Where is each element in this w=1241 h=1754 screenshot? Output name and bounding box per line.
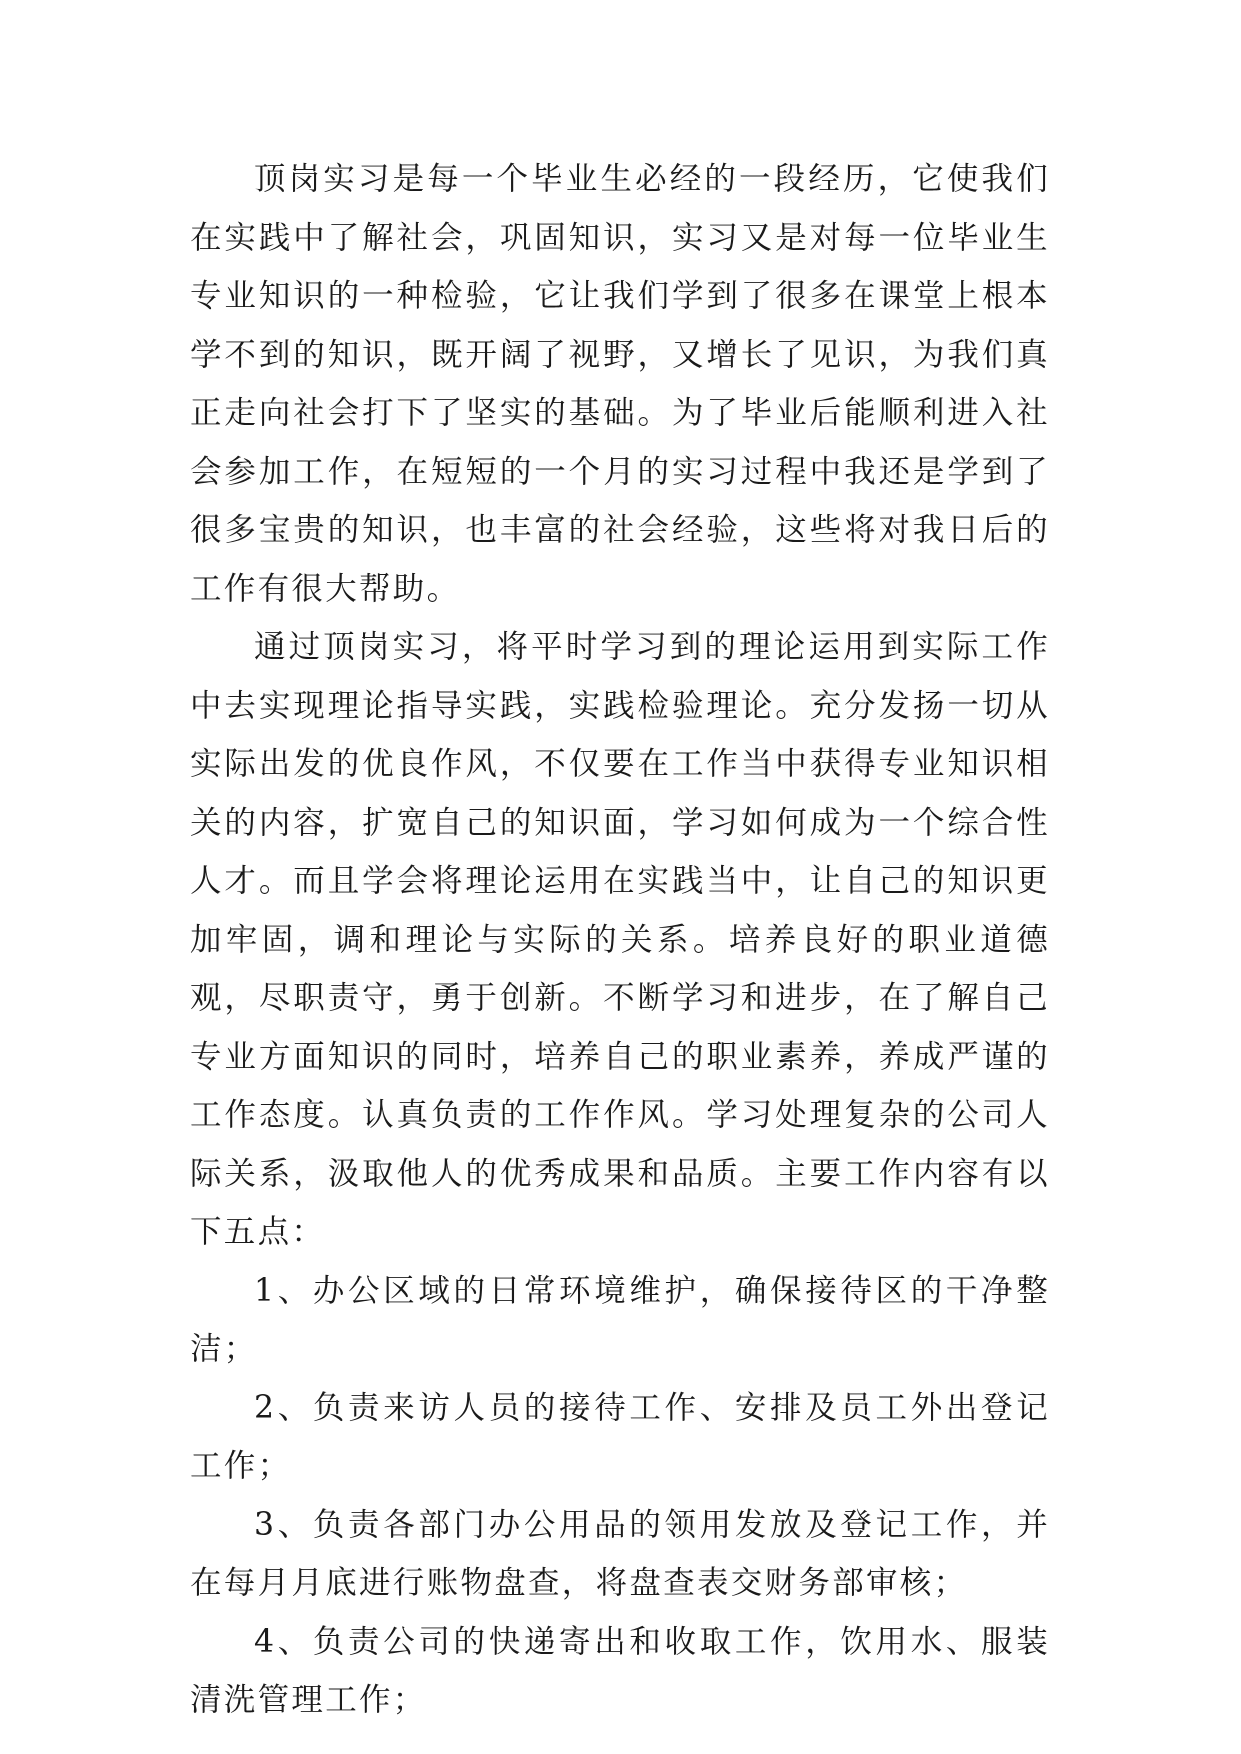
list-item-4: 4、负责公司的快递寄出和收取工作，饮用水、服装清洗管理工作；	[190, 1623, 1050, 1718]
list-item-1: 1、办公区域的日常环境维护，确保接待区的干净整洁；	[190, 1272, 1050, 1367]
document-body	[190, 150, 1050, 1730]
paragraph-practice: 通过顶岗实习，将平时学习到的理论运用到实际工作中去实现理论指导实践，实践检验理论。充分发扬一切从实际出发的优良作风，不仅要在工作当中获得专业知识相关的内容，扩宽自己的知识面，学习如何成为一个综合性人才。而且学会将理论运用在实践当中，让自己的知识更加牢固，调和理论与实际的关系。培养良好的职业道德观，尽职责守，勇于创新。不断学习和进步，在了解自己专业方面知识的同时，培养自己的职业素养，养成严谨的工作态度。认真负责的工作作风。学习处理复杂的公司人际关系，汲取他人的优秀成果和品质。主要工作内容有以下五点：	[190, 629, 1050, 1250]
list-item-3: 3、负责各部门办公用品的领用发放及登记工作，并在每月月底进行账物盘查，将盘查表交财务部审核；	[190, 1506, 1050, 1601]
list-item-2: 2、负责来访人员的接待工作、安排及员工外出登记工作；	[190, 1389, 1050, 1484]
paragraph-intro: 顶岗实习是每一个毕业生必经的一段经历，它使我们在实践中了解社会，巩固知识，实习又是对每一位毕业生专业知识的一种检验，它让我们学到了很多在课堂上根本学不到的知识，既开阔了视野，又增长了见识，为我们真正走向社会打下了坚实的基础。为了毕业后能顺利进入社会参加工作，在短短的一个月的实习过程中我还是学到了很多宝贵的知识，也丰富的社会经验，这些将对我日后的工作有很大帮助。	[190, 161, 1050, 607]
